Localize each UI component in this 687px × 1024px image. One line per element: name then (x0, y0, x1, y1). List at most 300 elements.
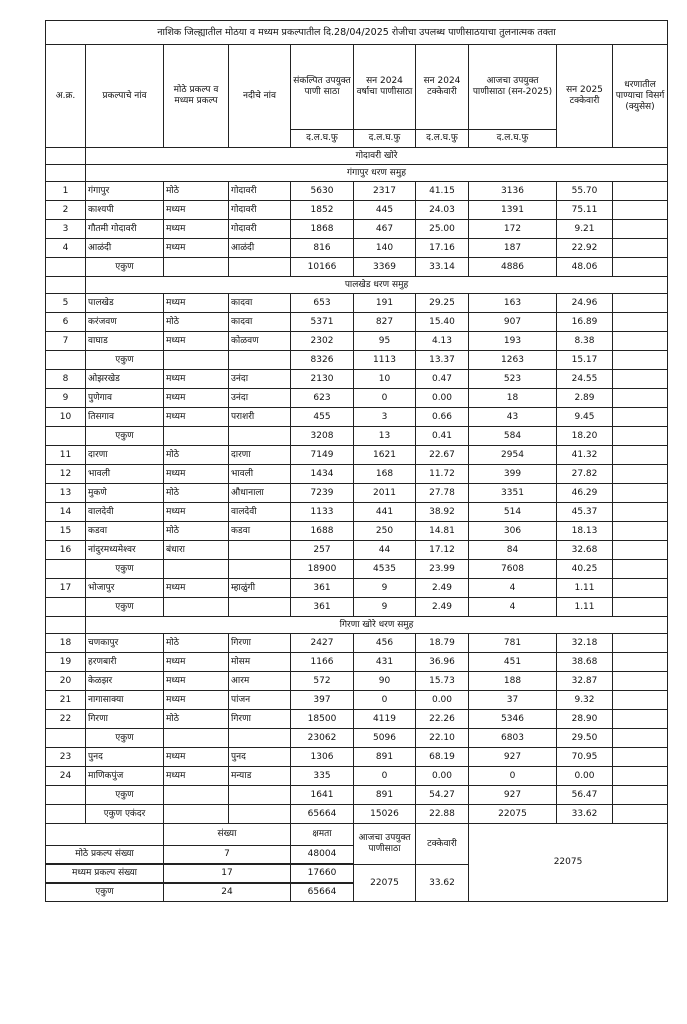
cell-pct-2024: 24.03 (416, 201, 469, 220)
summary-pct-value: 33.62 (416, 865, 469, 902)
cell-stock-2024: 13 (354, 427, 416, 446)
unit-stock-2024: द.ल.घ.फु (354, 130, 416, 148)
header-pct-2024: सन 2024 टक्केवारी (416, 45, 469, 130)
cell-today: 163 (469, 294, 557, 313)
cell-pct-2024: 0.41 (416, 427, 469, 446)
cell-type (164, 258, 229, 277)
cell-name: मुकणे (86, 484, 164, 503)
total-row (46, 786, 668, 805)
table-row (46, 748, 668, 767)
cell-river: पराशरी (229, 408, 291, 427)
cell-type (164, 351, 229, 370)
cell-river: पांजन (229, 691, 291, 710)
cell-type: मोठे (164, 182, 229, 201)
cell-capacity: 7149 (291, 446, 354, 465)
cell-sr: 22 (46, 710, 86, 729)
cell-type: मध्यम (164, 653, 229, 672)
cell-name: गंगापुर (86, 182, 164, 201)
cell-capacity: 653 (291, 294, 354, 313)
table-title: नाशिक जिल्ह्यातील मोठया व मध्यम प्रकल्पातील दि.28/04/2025 रोजीचा उपलब्ध पाणीसाठयाचा तुलनात्मक तक्ता (46, 21, 668, 45)
header-stock-2024: सन 2024 वर्षाचा पाणीसाठा (354, 45, 416, 130)
summary-total-count: 24 (164, 884, 291, 902)
cell-stock-2024: 431 (354, 653, 416, 672)
cell-stock-2024: 3 (354, 408, 416, 427)
cell-name: एकुण (86, 598, 164, 617)
cell-pct-2025: 16.89 (557, 313, 613, 332)
cell-pct-2024: 15.40 (416, 313, 469, 332)
cell-name: वालदेवी (86, 503, 164, 522)
cell-pct-2025: 45.37 (557, 503, 613, 522)
cell-name: पालखेड (86, 294, 164, 313)
group-heading: गिरणा खोरे धरण समुह (86, 617, 668, 634)
cell-pct-2024: 68.19 (416, 748, 469, 767)
cell-pct-2025: 8.38 (557, 332, 613, 351)
cell-capacity: 18900 (291, 560, 354, 579)
cell-capacity: 623 (291, 389, 354, 408)
cell-pct-2025: 22.92 (557, 239, 613, 258)
cell-river (229, 786, 291, 805)
basin-heading: गोदावरी खोरे (86, 148, 668, 165)
cell-pct-2025: 9.45 (557, 408, 613, 427)
cell-discharge (613, 294, 668, 313)
cell-stock-2024: 168 (354, 465, 416, 484)
cell-stock-2024: 2317 (354, 182, 416, 201)
cell-stock-2024: 2011 (354, 484, 416, 503)
cell-discharge (613, 258, 668, 277)
table-row (46, 484, 668, 503)
cell-stock-2024: 4119 (354, 710, 416, 729)
cell-discharge (613, 370, 668, 389)
cell-sr: 3 (46, 220, 86, 239)
cell-stock-2024: 891 (354, 748, 416, 767)
cell-capacity: 10166 (291, 258, 354, 277)
cell-capacity: 1688 (291, 522, 354, 541)
group-heading-row (46, 165, 668, 182)
unit-pct-2024: द.ल.घ.फु (416, 130, 469, 148)
cell-today: 451 (469, 653, 557, 672)
cell-name: भावली (86, 465, 164, 484)
table-row (46, 446, 668, 465)
cell-name: तिसगाव (86, 408, 164, 427)
cell-sr (46, 805, 86, 824)
cell-stock-2024: 191 (354, 294, 416, 313)
cell-river (229, 729, 291, 748)
cell-capacity: 816 (291, 239, 354, 258)
cell-capacity: 18500 (291, 710, 354, 729)
cell-pct-2025: 18.13 (557, 522, 613, 541)
cell-today: 18 (469, 389, 557, 408)
table-row (46, 541, 668, 560)
group-heading-row (46, 277, 668, 294)
table-row (46, 503, 668, 522)
cell-pct-2024: 18.79 (416, 634, 469, 653)
cell-stock-2024: 95 (354, 332, 416, 351)
cell-type: मध्यम (164, 465, 229, 484)
cell-type: मध्यम (164, 239, 229, 258)
cell-pct-2024: 0.66 (416, 408, 469, 427)
cell-capacity: 8326 (291, 351, 354, 370)
cell-capacity: 7239 (291, 484, 354, 503)
group-heading: पालखेड धरण समुह (86, 277, 668, 294)
summary-today-value: 22075 (354, 865, 416, 902)
cell-sr (46, 729, 86, 748)
cell-pct-2024: 17.16 (416, 239, 469, 258)
table-row (46, 634, 668, 653)
cell-pct-2024: 22.26 (416, 710, 469, 729)
table-row (46, 522, 668, 541)
cell-river: उनंदा (229, 389, 291, 408)
cell-capacity: 3208 (291, 427, 354, 446)
cell-type (164, 805, 229, 824)
table-row (46, 465, 668, 484)
cell-sr: 16 (46, 541, 86, 560)
cell-type (164, 729, 229, 748)
cell-today: 927 (469, 748, 557, 767)
cell-pct-2024: 36.96 (416, 653, 469, 672)
cell-today: 43 (469, 408, 557, 427)
table-row (46, 220, 668, 239)
cell-type (164, 598, 229, 617)
cell-discharge (613, 351, 668, 370)
cell-sr: 15 (46, 522, 86, 541)
group-heading-row (46, 617, 668, 634)
cell-pct-2025: 75.11 (557, 201, 613, 220)
cell-pct-2025: 41.32 (557, 446, 613, 465)
cell-capacity: 2427 (291, 634, 354, 653)
cell-today: 5346 (469, 710, 557, 729)
cell-capacity: 1852 (291, 201, 354, 220)
cell-stock-2024: 441 (354, 503, 416, 522)
cell-today: 4 (469, 579, 557, 598)
table-row (46, 389, 668, 408)
cell-capacity: 361 (291, 579, 354, 598)
cell-sr: 14 (46, 503, 86, 522)
water-storage-table (45, 20, 668, 902)
cell-discharge (613, 201, 668, 220)
cell-discharge (613, 446, 668, 465)
cell-capacity: 361 (291, 598, 354, 617)
cell-river: मोसम (229, 653, 291, 672)
cell-discharge (613, 427, 668, 446)
cell-river: औधानाला (229, 484, 291, 503)
cell-pct-2024: 22.88 (416, 805, 469, 824)
cell-type: मोठे (164, 313, 229, 332)
table-row (46, 332, 668, 351)
cell-sr: 21 (46, 691, 86, 710)
table-row (46, 653, 668, 672)
cell-type: मध्यम (164, 672, 229, 691)
cell-sr: 13 (46, 484, 86, 503)
table-row (46, 691, 668, 710)
cell-name: नांदुरमध्यमेश्वर (86, 541, 164, 560)
cell-type: मध्यम (164, 748, 229, 767)
cell-name: करंजवण (86, 313, 164, 332)
cell-pct-2025: 15.17 (557, 351, 613, 370)
cell-type: मध्यम (164, 579, 229, 598)
cell-stock-2024: 90 (354, 672, 416, 691)
cell-type: बंधारा (164, 541, 229, 560)
cell-today: 781 (469, 634, 557, 653)
cell-stock-2024: 0 (354, 767, 416, 786)
cell-pct-2024: 22.10 (416, 729, 469, 748)
cell-sr: 7 (46, 332, 86, 351)
cell-pct-2024: 38.92 (416, 503, 469, 522)
cell-type: मध्यम (164, 294, 229, 313)
cell-name: पुनद (86, 748, 164, 767)
cell-today: 907 (469, 313, 557, 332)
summary-med-count: 17 (164, 865, 291, 883)
total-row (46, 427, 668, 446)
cell-sr: 10 (46, 408, 86, 427)
header-capacity: संकल्पित उपयुक्त पाणी साठा (291, 45, 354, 130)
cell-pct-2025: 24.96 (557, 294, 613, 313)
header-pct-2025: सन 2025 टक्केवारी (557, 45, 613, 148)
cell-discharge (613, 729, 668, 748)
cell-sr (46, 258, 86, 277)
cell-discharge (613, 408, 668, 427)
cell-pct-2025: 56.47 (557, 786, 613, 805)
cell-name: पुणेगाव (86, 389, 164, 408)
cell-sr: 18 (46, 634, 86, 653)
cell-river: दारणा (229, 446, 291, 465)
header-name: प्रकल्पाचे नांव (86, 45, 164, 148)
cell-stock-2024: 10 (354, 370, 416, 389)
cell-today: 187 (469, 239, 557, 258)
cell-stock-2024: 456 (354, 634, 416, 653)
cell-stock-2024: 44 (354, 541, 416, 560)
cell-pct-2024: 41.15 (416, 182, 469, 201)
cell-pct-2025: 33.62 (557, 805, 613, 824)
table-row (46, 579, 668, 598)
cell-today: 584 (469, 427, 557, 446)
cell-river: भावली (229, 465, 291, 484)
cell-type: मध्यम (164, 370, 229, 389)
summary-total-cap: 65664 (291, 884, 354, 902)
cell-today: 0 (469, 767, 557, 786)
cell-type: मध्यम (164, 332, 229, 351)
cell-pct-2025: 55.70 (557, 182, 613, 201)
cell-capacity: 1641 (291, 786, 354, 805)
cell-pct-2025: 40.25 (557, 560, 613, 579)
cell-name: हरणबारी (86, 653, 164, 672)
cell-river: आळंदी (229, 239, 291, 258)
summary-big-label: मोठे प्रकल्प संख्या (46, 846, 164, 864)
cell-sr (46, 560, 86, 579)
cell-pct-2024: 0.00 (416, 389, 469, 408)
cell-type: मोठे (164, 484, 229, 503)
table-row (46, 294, 668, 313)
cell-river: गिरणा (229, 710, 291, 729)
cell-today: 2954 (469, 446, 557, 465)
cell-today: 37 (469, 691, 557, 710)
header-sr: अ.क्र. (46, 45, 86, 148)
cell-river: वालदेवी (229, 503, 291, 522)
cell-discharge (613, 579, 668, 598)
cell-type: मध्यम (164, 201, 229, 220)
cell-capacity: 23062 (291, 729, 354, 748)
unit-today: द.ल.घ.फु (469, 130, 557, 148)
cell-name: एकुण (86, 560, 164, 579)
header-river: नदीचे नांव (229, 45, 291, 148)
group-heading: गंगापुर धरण समुह (86, 165, 668, 182)
cell-discharge (613, 560, 668, 579)
cell-type: मध्यम (164, 767, 229, 786)
cell-pct-2024: 29.25 (416, 294, 469, 313)
cell-discharge (613, 182, 668, 201)
summary-total-label: एकुण (46, 884, 164, 902)
cell-river (229, 598, 291, 617)
cell-today: 6803 (469, 729, 557, 748)
cell-river (229, 427, 291, 446)
cell-capacity: 455 (291, 408, 354, 427)
cell-sr: 12 (46, 465, 86, 484)
cell-pct-2024: 33.14 (416, 258, 469, 277)
cell-pct-2025: 29.50 (557, 729, 613, 748)
cell-sr: 8 (46, 370, 86, 389)
cell-sr: 9 (46, 389, 86, 408)
cell-name: एकुण (86, 258, 164, 277)
cell-stock-2024: 250 (354, 522, 416, 541)
cell-stock-2024: 9 (354, 598, 416, 617)
cell-name: एकुण (86, 729, 164, 748)
cell-river (229, 560, 291, 579)
cell-capacity: 1133 (291, 503, 354, 522)
cell-type: मध्यम (164, 389, 229, 408)
header-type: मोठे प्रकल्प व मध्यम प्रकल्प (164, 45, 229, 148)
cell-pct-2025: 38.68 (557, 653, 613, 672)
cell-stock-2024: 891 (354, 786, 416, 805)
cell-pct-2025: 32.68 (557, 541, 613, 560)
cell-discharge (613, 710, 668, 729)
cell-today: 188 (469, 672, 557, 691)
cell-stock-2024: 3369 (354, 258, 416, 277)
table-row (46, 201, 668, 220)
cell-sr (46, 427, 86, 446)
cell-pct-2024: 2.49 (416, 579, 469, 598)
cell-name: दारणा (86, 446, 164, 465)
cell-today: 1391 (469, 201, 557, 220)
cell-pct-2025: 70.95 (557, 748, 613, 767)
table-row (46, 710, 668, 729)
cell-type (164, 560, 229, 579)
cell-today: 22075 (469, 805, 557, 824)
total-row (46, 351, 668, 370)
cell-capacity: 257 (291, 541, 354, 560)
summary-capacity-label: क्षमता (291, 824, 354, 846)
cell-stock-2024: 467 (354, 220, 416, 239)
cell-today: 193 (469, 332, 557, 351)
cell-stock-2024: 1621 (354, 446, 416, 465)
cell-sr: 1 (46, 182, 86, 201)
cell-river (229, 541, 291, 560)
cell-pct-2025: 0.00 (557, 767, 613, 786)
cell-sr: 24 (46, 767, 86, 786)
cell-name: चणकापुर (86, 634, 164, 653)
cell-name: वाघाड (86, 332, 164, 351)
cell-today: 399 (469, 465, 557, 484)
cell-sr: 4 (46, 239, 86, 258)
cell-stock-2024: 827 (354, 313, 416, 332)
cell-river: म्हाळुंगी (229, 579, 291, 598)
cell-capacity: 1868 (291, 220, 354, 239)
cell-discharge (613, 484, 668, 503)
total-row (46, 729, 668, 748)
cell-stock-2024: 140 (354, 239, 416, 258)
cell-stock-2024: 1113 (354, 351, 416, 370)
cell-name: भोजापुर (86, 579, 164, 598)
cell-name: कडवा (86, 522, 164, 541)
cell-discharge (613, 786, 668, 805)
summary-pct-label: टक्केवारी (416, 824, 469, 865)
cell-today: 7608 (469, 560, 557, 579)
cell-type: मध्यम (164, 408, 229, 427)
cell-type: मोठे (164, 634, 229, 653)
cell-capacity: 1306 (291, 748, 354, 767)
cell-type: मध्यम (164, 220, 229, 239)
cell-river: कादवा (229, 313, 291, 332)
cell-sr: 5 (46, 294, 86, 313)
cell-today: 927 (469, 786, 557, 805)
summary-med-cap: 17660 (291, 865, 354, 883)
cell-today: 3136 (469, 182, 557, 201)
cell-discharge (613, 541, 668, 560)
cell-pct-2025: 9.32 (557, 691, 613, 710)
cell-river: गोदावरी (229, 220, 291, 239)
cell-river: मन्याड (229, 767, 291, 786)
unit-capacity: द.ल.घ.फु (291, 130, 354, 148)
cell-name: गौतमी गोदावरी (86, 220, 164, 239)
cell-pct-2025: 46.29 (557, 484, 613, 503)
header-discharge: धरणातील पाण्याचा विसर्ग (क्युसेस) (613, 45, 668, 148)
cell-stock-2024: 445 (354, 201, 416, 220)
cell-name: गिरणा (86, 710, 164, 729)
table-row (46, 239, 668, 258)
cell-name: एकुण एकंदर (86, 805, 164, 824)
cell-discharge (613, 653, 668, 672)
cell-stock-2024: 15026 (354, 805, 416, 824)
cell-type (164, 786, 229, 805)
cell-sr (46, 598, 86, 617)
cell-pct-2025: 9.21 (557, 220, 613, 239)
cell-discharge (613, 598, 668, 617)
cell-sr: 17 (46, 579, 86, 598)
cell-pct-2024: 22.67 (416, 446, 469, 465)
cell-river (229, 805, 291, 824)
table-row (46, 767, 668, 786)
cell-discharge (613, 220, 668, 239)
table-row (46, 313, 668, 332)
cell-name: नागासाक्या (86, 691, 164, 710)
cell-capacity: 1166 (291, 653, 354, 672)
cell-stock-2024: 0 (354, 389, 416, 408)
cell-capacity: 5630 (291, 182, 354, 201)
cell-name: एकुण (86, 786, 164, 805)
cell-pct-2025: 28.90 (557, 710, 613, 729)
cell-pct-2024: 2.49 (416, 598, 469, 617)
cell-discharge (613, 767, 668, 786)
cell-discharge (613, 503, 668, 522)
cell-pct-2024: 0.00 (416, 691, 469, 710)
cell-pct-2025: 18.20 (557, 427, 613, 446)
cell-capacity: 397 (291, 691, 354, 710)
cell-pct-2024: 14.81 (416, 522, 469, 541)
summary-today-label: आजचा उपयुक्त पाणीसाठा (354, 824, 416, 865)
cell-today: 514 (469, 503, 557, 522)
cell-discharge (613, 672, 668, 691)
cell-name: ओझरखेड (86, 370, 164, 389)
cell-name: आळंदी (86, 239, 164, 258)
cell-river: गोदावरी (229, 182, 291, 201)
